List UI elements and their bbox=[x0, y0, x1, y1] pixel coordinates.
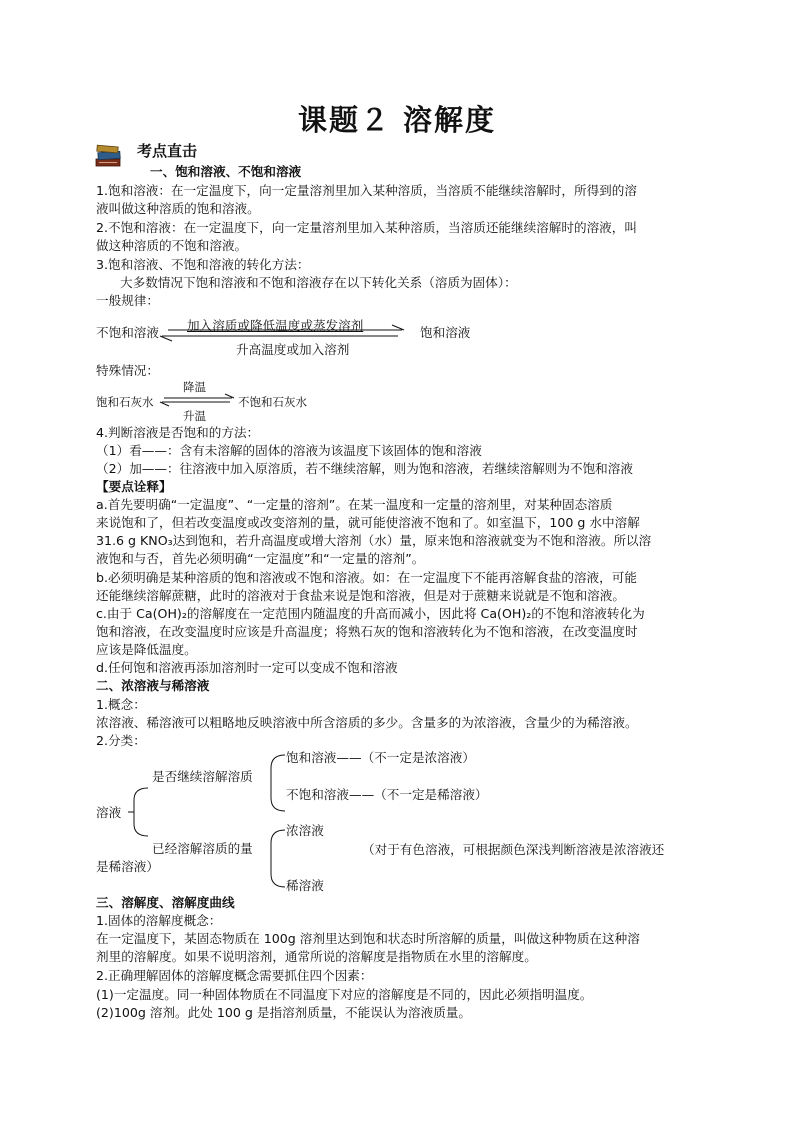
tree-branch-2: 已经溶解溶质的量 bbox=[152, 841, 253, 856]
tree-root: 溶液 bbox=[96, 805, 122, 820]
note-a4: 液饱和与否，首先必须明确“一定温度”和“一定量的溶剂”。 bbox=[96, 551, 425, 566]
special-top-label: 降温 bbox=[183, 380, 206, 394]
tree-leaf-unsaturated: 不饱和溶液——（不一定是稀溶液） bbox=[286, 787, 488, 802]
para-2b: 做这种溶质的不饱和溶液。 bbox=[96, 238, 248, 253]
tree-leaf-concentrated: 浓溶液 bbox=[286, 823, 324, 838]
para-sol-2a: (1)一定温度。同一种固体物质在不同温度下对应的溶解度是不同的，因此必须指明温度。 bbox=[96, 987, 593, 1002]
para-1b: 液叫做这种溶质的饱和溶液。 bbox=[96, 201, 260, 216]
heading-solubility: 三、溶解度、溶解度曲线 bbox=[96, 895, 235, 910]
tree-leaf-saturated: 饱和溶液——（不一定是浓溶液） bbox=[286, 750, 475, 765]
general-bottom-label: 升高温度或加入溶剂 bbox=[236, 342, 350, 357]
para-4a: （1）看——：含有未溶解的固体的溶液为该温度下该固体的饱和溶液 bbox=[96, 443, 482, 458]
tree-note-2: 是稀溶液） bbox=[96, 859, 159, 874]
general-left-label: 不饱和溶液 bbox=[96, 325, 159, 340]
note-c2: 饱和溶液，在改变温度时应该是升高温度；将熟石灰的饱和溶液转化为不饱和溶液，在改变温度时 bbox=[96, 624, 638, 639]
para-3: 3.饱和溶液、不饱和溶液的转化方法： bbox=[96, 257, 310, 272]
para-3b: 大多数情况下饱和溶液和不饱和溶液存在以下转化关系（溶质为固体）： bbox=[120, 275, 517, 290]
heading-saturated: 一、饱和溶液、不饱和溶液 bbox=[150, 164, 302, 179]
para-sol-1a: 在一定温度下，某固态物质在 100g 溶剂里达到饱和状态时所溶解的质量，叫做这种物质在这种溶 bbox=[96, 931, 640, 946]
para-3c: 一般规律： bbox=[96, 293, 159, 308]
heading-key-points: 【要点诠释】 bbox=[96, 479, 172, 494]
general-top-label: 加入溶质或降低温度或蒸发溶剂 bbox=[187, 318, 364, 333]
para-sol-2: 2.正确理解固体的溶解度概念需要抓住四个因素： bbox=[96, 968, 373, 983]
para-sol-2b: (2)100g 溶剂。此处 100 g 是指溶剂质量，不能误认为溶液质量。 bbox=[96, 1005, 471, 1020]
para-sol-1: 1.固体的溶解度概念： bbox=[96, 913, 222, 928]
special-right-label: 不饱和石灰水 bbox=[238, 395, 307, 409]
heading-concentrated: 二、浓溶液与稀溶液 bbox=[96, 678, 210, 693]
section-kaodian: 考点直击 bbox=[137, 142, 198, 160]
para-concept-body: 浓溶液、稀溶液可以粗略地反映溶液中所含溶质的多少。含量多的为浓溶液，含量少的为稀溶液。 bbox=[96, 715, 638, 730]
note-c1: c.由于 Ca(OH)₂的溶解度在一定范围内随温度的升高而减小，因此将 Ca(OH)₂的不饱和溶液转化为 bbox=[96, 606, 645, 621]
note-b1: b.必须明确是某种溶质的饱和溶液或不饱和溶液。如：在一定温度下不能再溶解食盐的溶液，可能 bbox=[96, 570, 637, 585]
special-left-label: 饱和石灰水 bbox=[96, 395, 154, 409]
para-1a: 1.饱和溶液：在一定温度下，向一定量溶剂里加入某种溶质，当溶质不能继续溶解时，所得到的溶 bbox=[96, 183, 637, 198]
para-2a: 2.不饱和溶液：在一定温度下，向一定量溶剂里加入某种溶质，当溶质还能继续溶解时的溶液，叫 bbox=[96, 220, 637, 235]
tree-branch-1: 是否继续溶解溶质 bbox=[152, 769, 253, 784]
note-b2: 还能继续溶解蔗糖，此时的溶液对于食盐来说是饱和溶液，但是对于蔗糖来说就是不饱和溶液。 bbox=[96, 588, 625, 603]
page-title: 课题２ 溶解度 bbox=[297, 103, 497, 137]
para-sol-1b: 剂里的溶解度。如果不说明溶剂，通常所说的溶解度是指物质在水里的溶解度。 bbox=[96, 949, 537, 964]
para-concept: 1.概念： bbox=[96, 697, 146, 712]
note-d1: d.任何饱和溶液再添加溶剂时一定可以变成不饱和溶液 bbox=[96, 660, 398, 675]
note-a1: a.首先要明确“一定温度”、“一定量的溶剂”。在某一温度和一定量的溶剂里，对某种固态溶质 bbox=[96, 497, 613, 512]
special-bottom-label: 升温 bbox=[183, 409, 206, 423]
note-a3: 31.6 g KNO₃达到饱和，若升高温度或增大溶剂（水）量，原来饱和溶液就变为不饱和溶液。所以溶 bbox=[96, 533, 652, 548]
note-a2: 来说饱和了，但若改变温度或改变溶剂的量，就可能使溶液不饱和了。如室温下，100 g 水中溶解 bbox=[96, 515, 640, 530]
para-4: 4.判断溶液是否饱和的方法： bbox=[96, 425, 260, 440]
general-right-label: 饱和溶液 bbox=[420, 325, 471, 340]
special-label: 特殊情况： bbox=[96, 363, 159, 378]
tree-note-1: （对于有色溶液，可根据颜色深浅判断溶液是浓溶液还 bbox=[362, 842, 665, 857]
tree-leaf-dilute: 稀溶液 bbox=[286, 878, 324, 893]
para-4b: （2）加——：往溶液中加入原溶质，若不继续溶解，则为饱和溶液，若继续溶解则为不饱和溶液 bbox=[96, 461, 633, 476]
note-c3: 应该是降低温度。 bbox=[96, 642, 197, 657]
para-classify: 2.分类： bbox=[96, 733, 146, 748]
